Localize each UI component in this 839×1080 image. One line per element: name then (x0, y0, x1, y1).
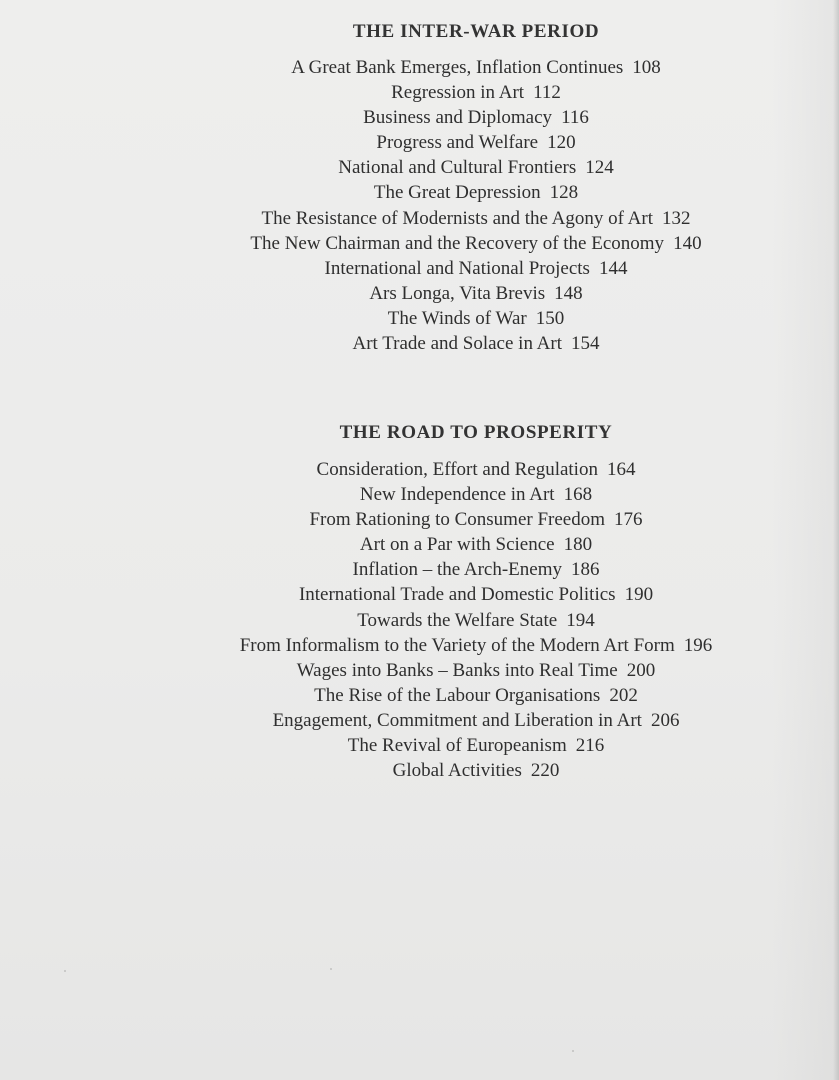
toc-entry-title: Global Activities (392, 760, 522, 782)
toc-entry (0, 708, 839, 733)
toc-entry-title: Wages into Banks – Banks into Real Time (296, 659, 618, 681)
toc-entry (0, 733, 839, 758)
toc-entry-page-number: 206 (650, 709, 680, 731)
toc-entry-title: A Great Bank Emerges, Inflation Continues (291, 57, 624, 78)
toc-entry-title: The Resistance of Modernists and the Agony of Art (261, 207, 654, 229)
toc-entry-title: Inflation – the Arch-Enemy (352, 559, 562, 581)
toc-entry-page-number: 202 (609, 684, 638, 706)
toc-entry-title: Art Trade and Solace in Art (352, 333, 562, 355)
toc-entry (0, 557, 839, 582)
toc-entry-title: Towards the Welfare State (357, 609, 558, 631)
toc-entry-page-number: 196 (683, 634, 713, 656)
toc-entry-page-number: 150 (535, 307, 565, 329)
toc-entry-page-number: 220 (530, 760, 560, 782)
paper-speck (330, 968, 332, 970)
toc-entry (0, 758, 839, 783)
toc-entry-page-number: 116 (561, 107, 589, 129)
toc-entry (0, 130, 839, 155)
toc-entry (0, 306, 839, 331)
toc-entry-title: The New Chairman and the Recovery of the Economy (250, 232, 665, 254)
toc-entry (0, 532, 839, 557)
toc-entry-title: International Trade and Domestic Politics (298, 584, 616, 606)
toc-entry (0, 582, 839, 607)
toc-entry-page-number: 180 (563, 534, 593, 556)
toc-entry-title: Business and Diplomacy (363, 107, 553, 129)
toc-entry-title: Art on a Par with Science (359, 534, 555, 556)
toc-entry (0, 105, 839, 130)
toc-entry-title: From Informalism to the Variety of the Modern Art Form (239, 634, 675, 656)
toc-entry-page-number: 190 (624, 584, 654, 606)
toc-entry (0, 658, 839, 683)
toc-entry-page-number: 124 (585, 157, 614, 179)
toc-entry (0, 281, 839, 306)
toc-entry-page-number: 108 (632, 57, 661, 78)
toc-entry-page-number: 186 (570, 559, 600, 581)
toc-entry-page-number: 154 (571, 333, 600, 355)
toc-entry-title: Consideration, Effort and Regulation (316, 459, 598, 480)
toc-entry-title: National and Cultural Frontiers (338, 157, 577, 179)
toc-entry-page-number: 132 (662, 207, 691, 229)
paper-speck (572, 1050, 574, 1052)
toc-entry-title: Ars Longa, Vita Brevis (369, 282, 546, 304)
toc-entry-title: From Rationing to Consumer Freedom (309, 509, 606, 531)
toc-entry-title: The Winds of War (387, 307, 527, 329)
toc-entry (0, 633, 839, 658)
toc-entry-title: Progress and Welfare (376, 132, 539, 154)
toc-entry (0, 683, 839, 708)
paper-speck (64, 970, 66, 972)
toc-entry-page-number: 200 (626, 659, 656, 681)
toc-entry-page-number: 216 (575, 735, 605, 757)
toc-entry-page-number: 148 (554, 282, 583, 304)
toc-list-inter-war-period (0, 55, 839, 356)
toc-entry (0, 231, 839, 256)
toc-entry (0, 331, 839, 356)
toc-entry (0, 608, 839, 633)
toc-entry-page-number: 168 (563, 484, 593, 506)
toc-list-road-to-prosperity (0, 457, 839, 783)
toc-entry (0, 457, 839, 482)
toc-entry (0, 80, 839, 105)
toc-entry-title: The Great Depression (373, 182, 541, 204)
section-heading-road-to-prosperity: THE ROAD TO PROSPERITY (339, 421, 613, 443)
toc-entry-page-number: 128 (549, 182, 579, 204)
toc-entry (0, 256, 839, 281)
toc-entry (0, 55, 839, 80)
toc-entry (0, 482, 839, 507)
toc-entry-page-number: 164 (606, 459, 636, 480)
toc-entry-page-number: 120 (547, 132, 576, 154)
section-heading-inter-war-period: THE INTER-WAR PERIOD (352, 20, 600, 42)
toc-entry-page-number: 140 (673, 232, 702, 254)
toc-entry-title: New Independence in Art (359, 484, 555, 506)
toc-entry-page-number: 176 (614, 509, 643, 531)
toc-entry-title: Engagement, Commitment and Liberation in Art (272, 709, 642, 731)
toc-entry-page-number: 144 (598, 257, 628, 279)
toc-entry (0, 206, 839, 231)
toc-entry-title: Regression in Art (391, 82, 525, 104)
toc-entry-title: The Rise of the Labour Organisations (314, 684, 601, 706)
toc-entry-page-number: 112 (533, 82, 561, 104)
toc-entry-page-number: 194 (566, 609, 595, 631)
toc-entry-title: International and National Projects (324, 257, 590, 279)
toc-entry-title: The Revival of Europeanism (347, 735, 567, 757)
toc-entry (0, 180, 839, 205)
toc-entry (0, 507, 839, 532)
toc-entry (0, 155, 839, 180)
